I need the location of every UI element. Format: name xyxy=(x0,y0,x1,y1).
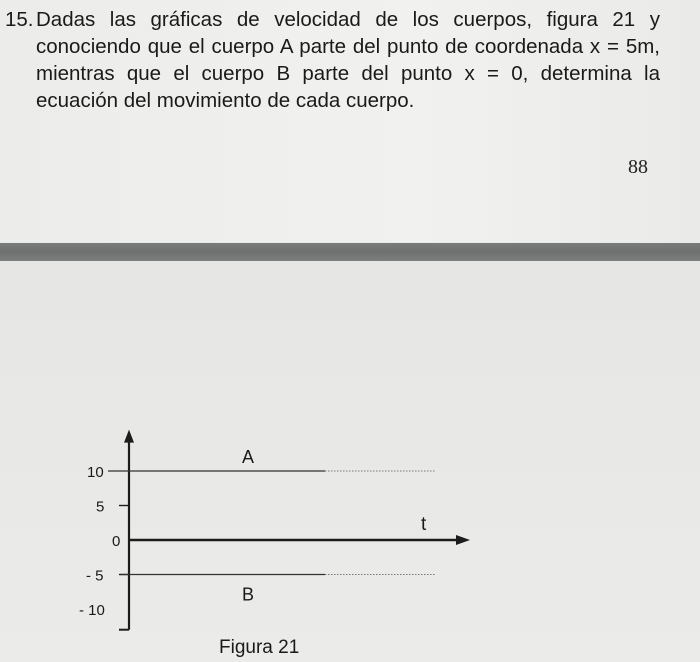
x-axis-arrow xyxy=(456,535,470,545)
problem-number: 15. xyxy=(5,8,34,31)
y-tick-label: 5 xyxy=(96,498,105,516)
y-axis-arrow xyxy=(124,430,134,443)
problem-text: Dadas las gráficas de velocidad de los cuerpos, figura 21 y conociendo que el cuerpo A parte del punto de coordenada x = 5m, mientras que el cuerpo B parte del punto x = 0, determina la ecuación del movimiento de cada cuerpo. xyxy=(36,8,660,112)
series-b-label: B xyxy=(242,584,255,605)
y-tick-label: 10 xyxy=(87,464,104,481)
figure-caption: Figura 21 xyxy=(219,637,300,658)
x-axis-label: t xyxy=(421,514,427,535)
series-a-label: A xyxy=(242,447,255,467)
y-tick-label: - 5 xyxy=(86,567,104,585)
y-tick-label: 0 xyxy=(112,533,121,550)
page-number: 88 xyxy=(628,156,648,178)
y-tick-label: - 10 xyxy=(79,602,105,619)
